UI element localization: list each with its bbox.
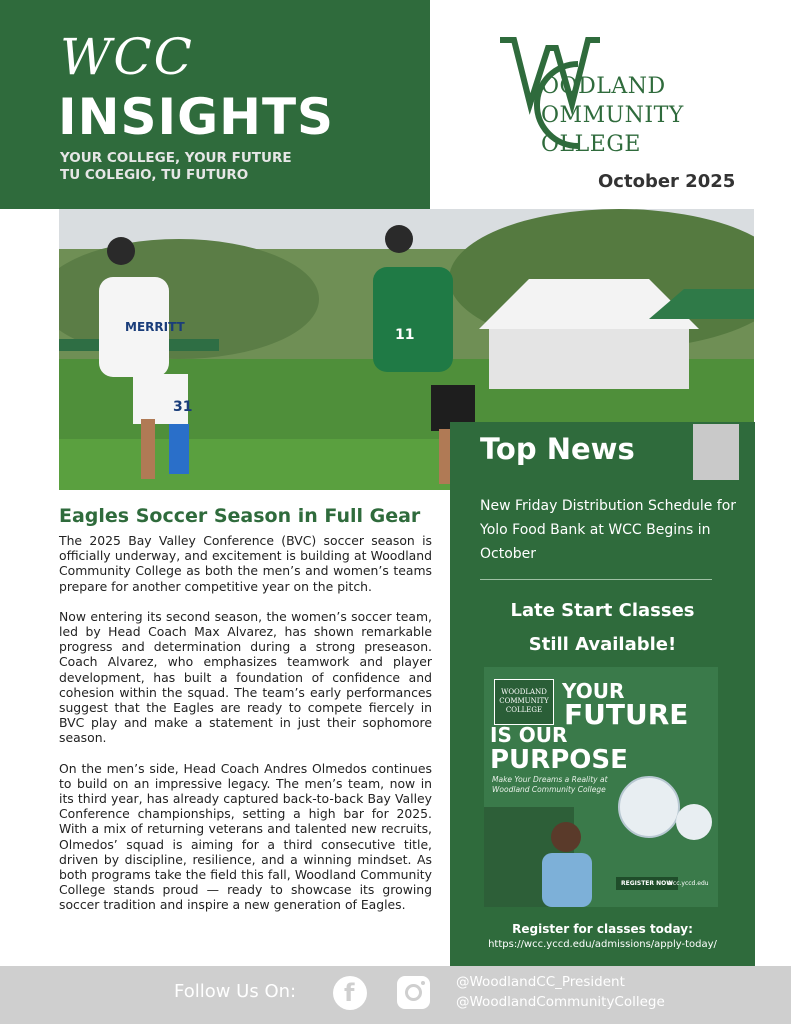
news-item-link[interactable]: New Friday Distribution Schedule for Yolo Food Bank at WCC Begins in October	[480, 498, 737, 562]
college-logo	[500, 34, 740, 158]
social-handle-college[interactable]: @WoodlandCommunityCollege	[456, 994, 665, 1010]
newsletter-script-title: WCC	[60, 28, 194, 86]
registration-promo-banner[interactable]	[484, 667, 718, 907]
article-paragraph: On the men’s side, Head Coach Andres Olmedos continues to build on an impressive legacy. The men’s team, now in its third year, has already captured back-to-back Bay Valley Conference championships, setting a high bar for 2025. With a mix of returning veterans and talented new recruits, Olmedos’ squad is aiming for a third consecutive title, driven by discipline, resilience, and a winning mindset. As both programs take the field this fall, Woodland Community College stands proud — ready to showcase its growing soccer tradition and inspire a new generation of Eagles.	[59, 760, 432, 913]
article-body	[59, 533, 432, 928]
follow-us-label: Follow Us On:	[174, 981, 297, 1002]
register-url-link[interactable]: https://wcc.yccd.edu/admissions/apply-today/	[488, 939, 717, 950]
top-news-sidebar	[450, 422, 755, 966]
social-handle-president[interactable]: @WoodlandCC_President	[456, 974, 625, 990]
promo-url: wcc.yccd.edu	[668, 880, 709, 887]
sidebar-divider	[480, 579, 712, 580]
facebook-glyph: f	[344, 979, 355, 1007]
instagram-dot	[421, 981, 425, 985]
masthead	[0, 0, 430, 209]
register-label: Register for classes today:	[512, 922, 693, 936]
promo-college-logo: WOODLAND COMMUNITY COLLEGE	[494, 679, 554, 725]
newsletter-title: INSIGHTS	[58, 88, 335, 146]
article-title: Eagles Soccer Season in Full Gear	[59, 505, 421, 527]
instagram-icon[interactable]	[397, 976, 430, 1009]
late-start-heading	[450, 594, 755, 662]
tagline-english: YOUR COLLEGE, YOUR FUTURE	[60, 150, 292, 166]
instagram-ring	[405, 984, 422, 1001]
tagline-spanish: TU COLEGIO, TU FUTURO	[60, 167, 249, 183]
promo-subtitle-line2: Woodland Community College	[492, 785, 606, 794]
late-start-line1: Late Start Classes	[510, 600, 695, 621]
promo-line-purpose: PURPOSE	[490, 745, 628, 775]
register-now-button[interactable]: REGISTER NOW	[616, 877, 678, 890]
jersey-left-number: 31	[173, 399, 193, 415]
promo-line-your: YOUR	[562, 679, 625, 703]
college-name-line2: OMMUNITY	[541, 103, 684, 128]
facebook-icon[interactable]	[333, 976, 367, 1010]
article-paragraph: Now entering its second season, the women’s soccer team, led by Head Coach Max Alvarez, has shown remarkable progress and determination during a strong preseason. Coach Alvarez, who emphasizes teamwork and player development, has built a foundation of confidence and cohesion within the squad. The team’s early performances suggest that the Eagles are ready to compete fiercely in BVC play and make a statement in just their sophomore season.	[59, 608, 432, 746]
jersey-left-team: MERRITT	[125, 320, 185, 334]
tagline	[60, 150, 292, 184]
promo-line-is-our: IS OUR	[490, 723, 568, 747]
college-name	[541, 72, 684, 159]
footer	[0, 966, 791, 1024]
decorative-square	[693, 424, 739, 480]
college-name-line3: OLLEGE	[541, 132, 641, 157]
top-news-heading: Top News	[480, 432, 635, 466]
late-start-line2: Still Available!	[528, 634, 677, 655]
jersey-right-number: 11	[395, 327, 415, 343]
social-handles	[456, 972, 665, 1012]
promo-line-future: FUTURE	[564, 698, 689, 731]
article-paragraph: The 2025 Bay Valley Conference (BVC) soccer season is officially underway, and excitement is building at Woodland Community College as both the men’s and women’s teams prepare for another competitive year on the pitch.	[59, 533, 432, 594]
promo-subtitle	[492, 775, 608, 795]
college-name-line1: OODLAND	[541, 74, 666, 99]
issue-date: October 2025	[598, 171, 736, 192]
promo-subtitle-line1: Make Your Dreams a Reality at	[492, 775, 608, 784]
